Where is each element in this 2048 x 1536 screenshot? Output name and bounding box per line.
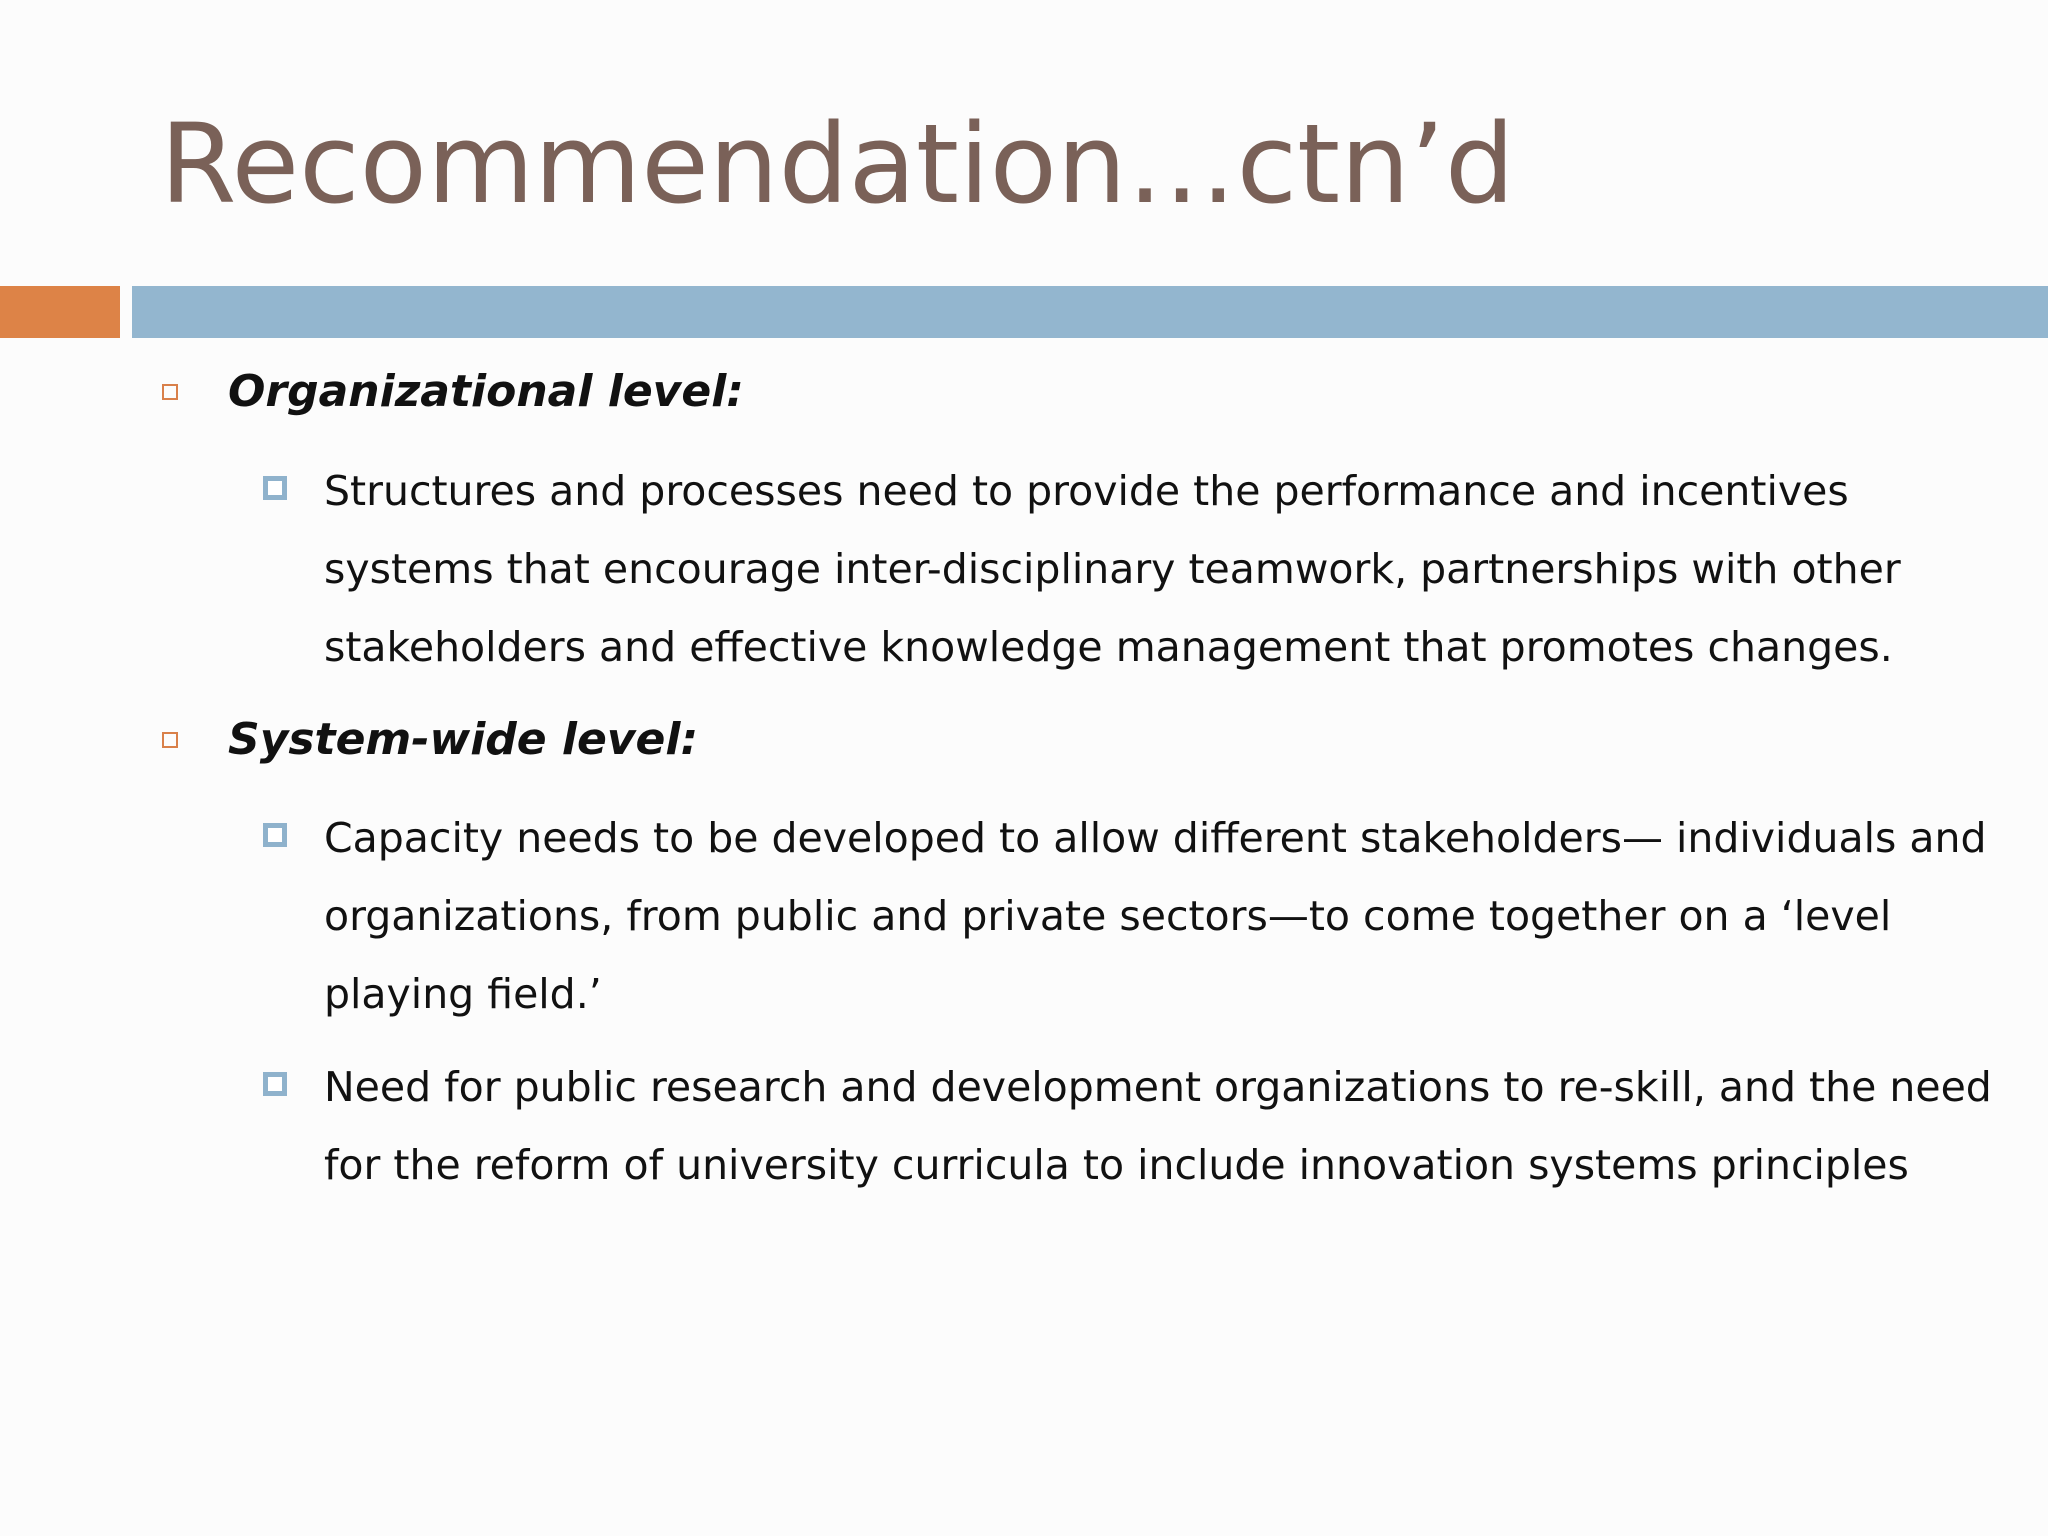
accent-bar-orange: [0, 286, 120, 338]
square-bullet-icon: [263, 823, 287, 847]
accent-bar-blue: [132, 286, 2048, 338]
hollow-square-bullet-icon: [162, 732, 178, 748]
slide-title: Recommendation…ctn’d: [160, 100, 1515, 228]
square-bullet-icon: [263, 476, 287, 500]
section-heading-organizational: Organizational level:: [228, 366, 744, 417]
list-item-capacity: Capacity needs to be developed to allow different stakeholders— individuals and organizations, from public and private sectors—to come together on a ‘level playing field.’: [324, 814, 1987, 1018]
list-item-structures: Structures and processes need to provide the performance and incentives systems that encourage inter-disciplinary teamwork, partnerships with other stakeholders and effective knowledge management that promotes changes.: [324, 467, 1901, 671]
list-item-research: Need for public research and development organizations to re-skill, and the need for the reform of university curricula to include innovation systems principles: [324, 1063, 1992, 1189]
square-bullet-icon: [263, 1072, 287, 1096]
section-heading-system-wide: System-wide level:: [228, 714, 699, 765]
hollow-square-bullet-icon: [162, 384, 178, 400]
